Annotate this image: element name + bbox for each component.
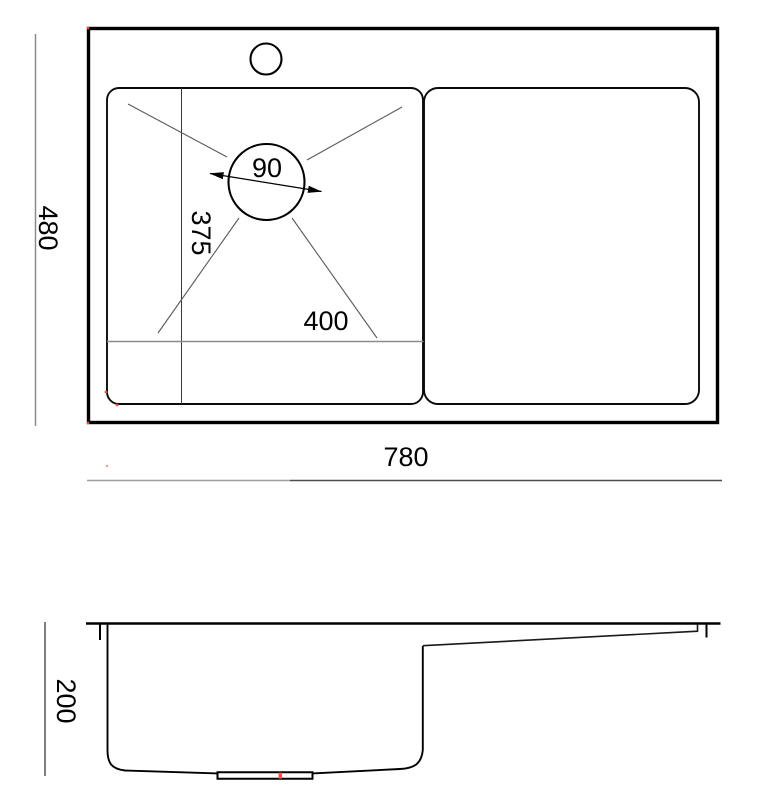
dim-label-overall-depth: 480 [33,205,63,251]
endpoint-marker-dot [87,27,90,30]
bowl-outline [107,88,423,404]
endpoint-marker-dot [106,465,108,467]
drainboard-slope [423,624,698,646]
bowl-profile-left [108,624,218,773]
endpoint-marker-dot [105,391,108,394]
top-view [33,29,722,481]
endpoint-markers [87,27,119,468]
dim-label-drain-diameter: 90 [251,153,283,183]
drain-locator-line-top-right [307,107,402,160]
drain-flange [218,772,313,779]
side-view [45,622,721,779]
endpoint-marker-dot [87,422,90,425]
dim-label-bowl-depth: 375 [186,210,216,256]
bowl-profile-right [313,646,423,773]
drainboard-outline [424,88,699,404]
faucet-hole [251,44,282,75]
drain-center-marker [279,773,282,779]
dim-label-overall-width: 780 [383,442,429,472]
drain-locator-line-top-left [128,104,227,157]
endpoint-marker-dot [116,404,119,407]
dim-label-bowl-height: 200 [51,678,81,724]
dim-label-bowl-width: 400 [303,306,349,336]
